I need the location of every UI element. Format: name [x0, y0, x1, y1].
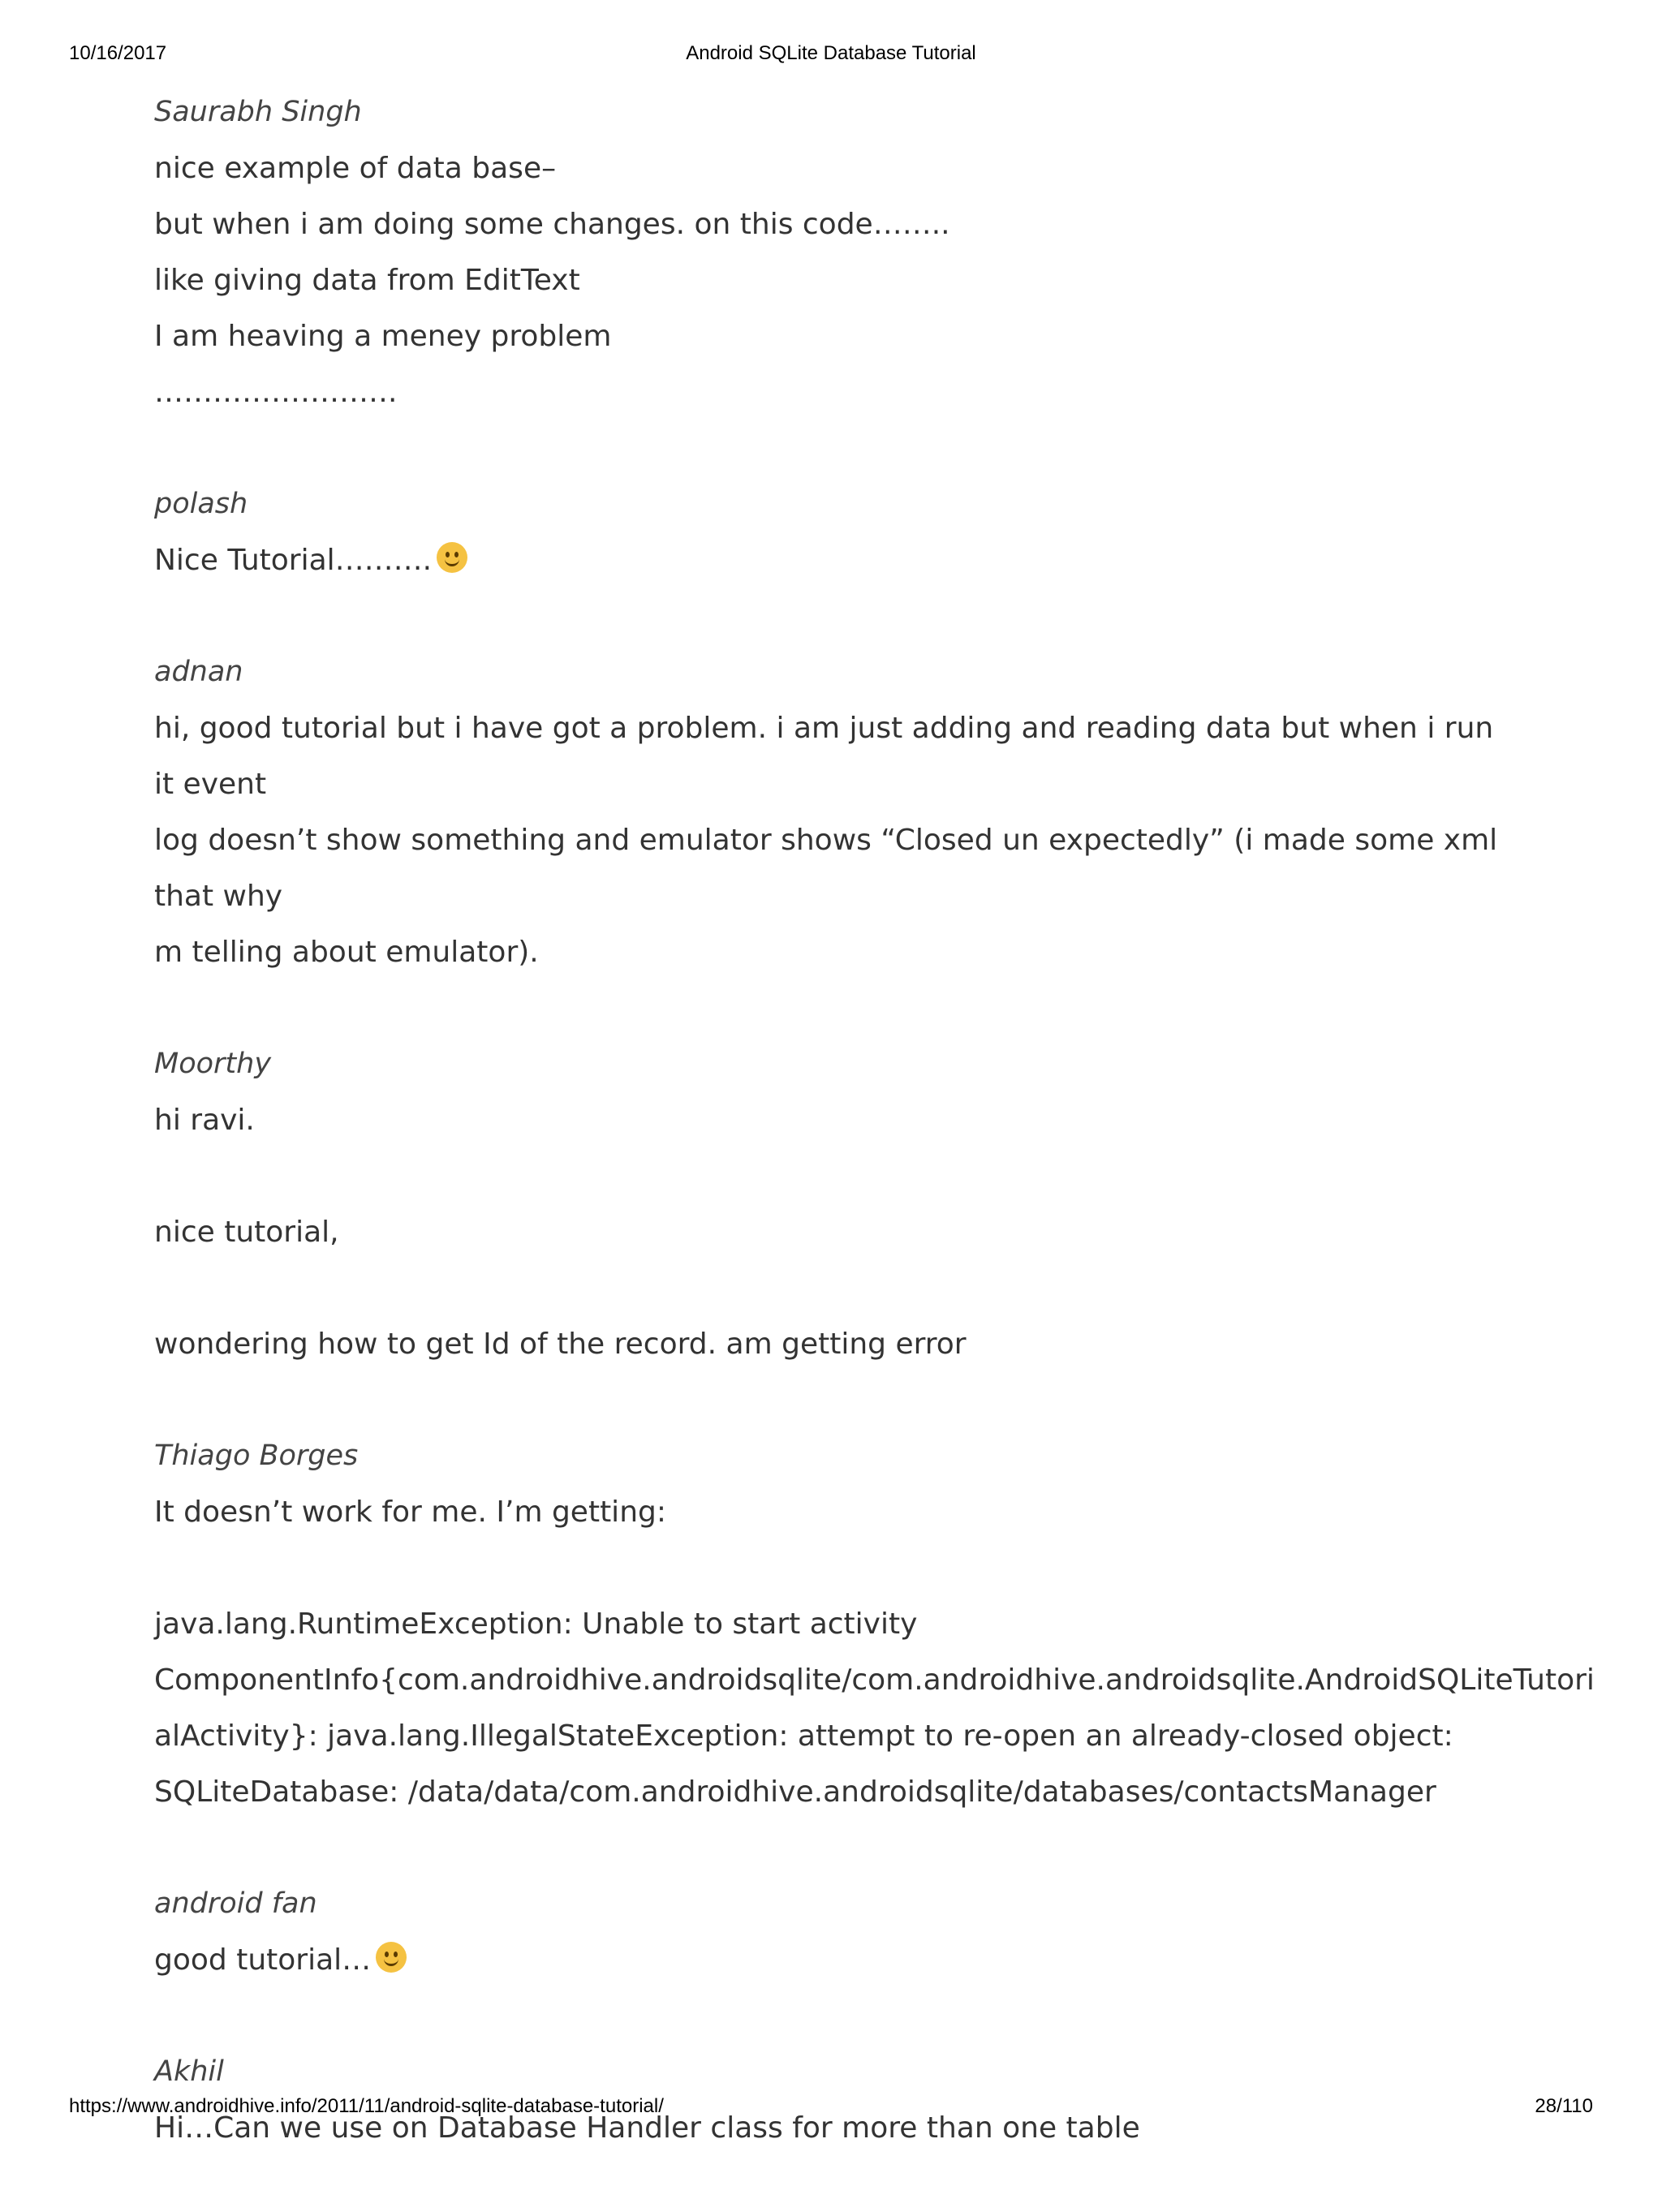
- page-title: Android SQLite Database Tutorial: [686, 42, 976, 64]
- comment-paragraph: hi ravi.: [154, 1104, 255, 1137]
- comment-line: like giving data from EditText: [154, 264, 580, 297]
- comment-line: java.lang.RuntimeException: Unable to start activity: [154, 1607, 918, 1641]
- comment-line: hi, good tutorial but i have got a problem. i am just adding and reading data but when i run it event: [154, 712, 1503, 801]
- smiley-face-icon: [376, 1942, 407, 1973]
- comment-text: Nice Tutorial……….: [154, 544, 433, 577]
- smiley-face-icon: [437, 542, 467, 573]
- print-header: [69, 42, 1593, 68]
- comment-paragraph: wondering how to get Id of the record. am getting error: [154, 1328, 967, 1361]
- page-number: 28/110: [1535, 2095, 1593, 2117]
- comment-author: polash: [154, 488, 248, 520]
- comment: [154, 1876, 1518, 1988]
- comment-line: log doesn’t show something and emulator shows “Closed un expectedly” (i made some xml that why: [154, 824, 1507, 913]
- comment-line: but when i am doing some changes. on this code……..: [154, 208, 950, 241]
- comment-author: adnan: [154, 656, 243, 688]
- comment-line: …………………….: [154, 376, 398, 409]
- comment-author: Moorthy: [154, 1048, 272, 1080]
- comment-line: m telling about emulator).: [154, 936, 539, 969]
- comment-line: ComponentInfo{com.androidhive.androidsqlite/com.androidhive.androidsqlite.AndroidSQLiteTutori: [154, 1663, 1595, 1697]
- comment-paragraph: nice tutorial,: [154, 1216, 339, 1249]
- print-footer: [69, 2095, 1593, 2121]
- comment: [154, 1036, 1518, 1372]
- comment-author: Akhil: [154, 2055, 224, 2088]
- comment: [154, 644, 1518, 980]
- print-date: 10/16/2017: [69, 42, 167, 64]
- comment-author: android fan: [154, 1887, 317, 1920]
- comment: [154, 84, 1518, 420]
- comment-text: good tutorial…: [154, 1943, 372, 1977]
- comment-author: Thiago Borges: [154, 1440, 359, 1472]
- comment-line: I am heaving a meney problem: [154, 320, 612, 353]
- comment-line: [154, 1932, 1518, 1988]
- page-url: https://www.androidhive.info/2011/11/android-sqlite-database-tutorial/: [69, 2095, 664, 2117]
- comment: [154, 476, 1518, 588]
- comment-line: It doesn’t work for me. I’m getting:: [154, 1495, 666, 1529]
- comment-line: nice example of data base–: [154, 152, 557, 185]
- comment-line: alActivity}: java.lang.IllegalStateException: attempt to re-open an already-closed object:: [154, 1719, 1453, 1753]
- comment-author: Saurabh Singh: [154, 96, 362, 128]
- comment-line: Hi…Can we use on Database Handler class for more than one table: [154, 2111, 1140, 2145]
- comment-line: SQLiteDatabase: /data/data/com.androidhive.androidsqlite/databases/contactsManager: [154, 1775, 1436, 1809]
- comment-line: [154, 532, 1518, 588]
- comment: [154, 1428, 1595, 1820]
